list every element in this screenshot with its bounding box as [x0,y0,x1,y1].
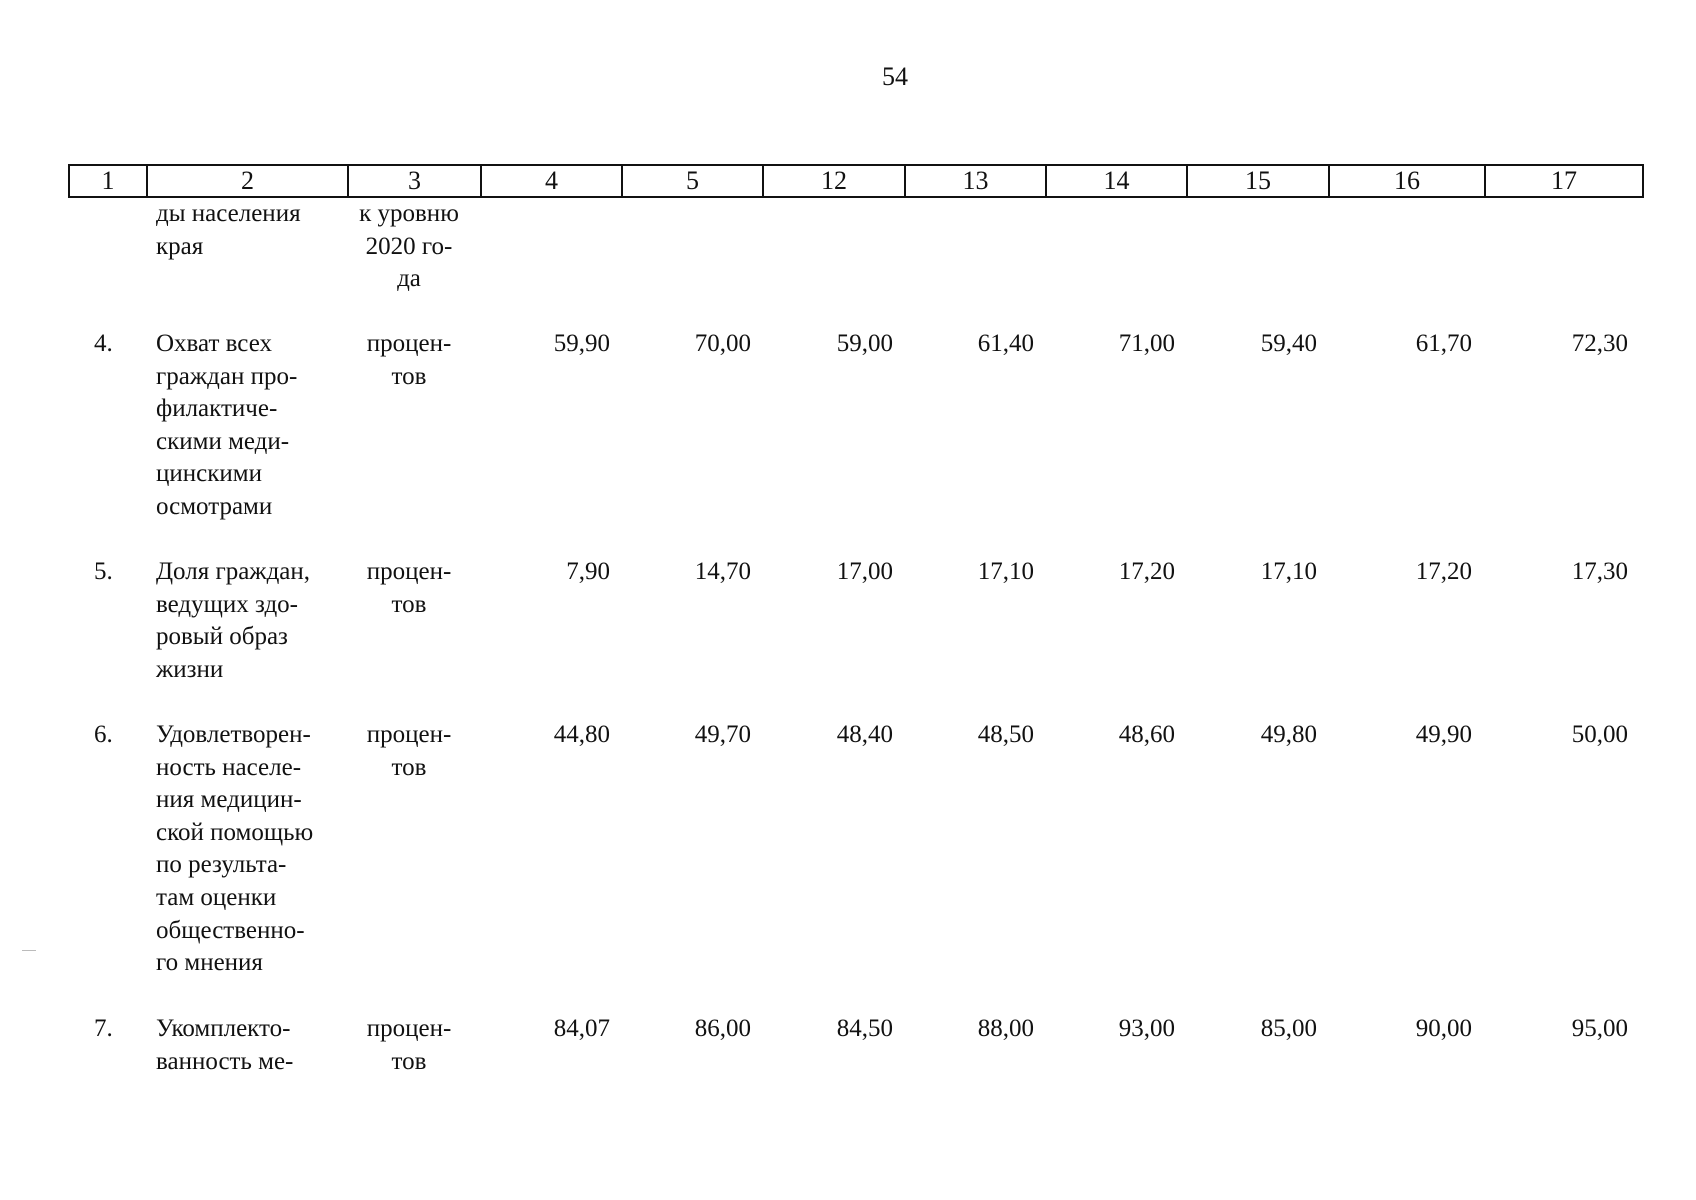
header-col-1: 1 [69,165,147,197]
header-col-13: 13 [905,165,1046,197]
row-number: 7. [94,1015,113,1042]
continuation-name: ды населения края [156,200,301,260]
unit: процен- тов [366,1015,452,1075]
unit: процен- тов [366,330,452,390]
unit: процен- тов [366,558,452,618]
unit: процен- тов [366,721,452,781]
indicator-name: Охват всех граждан про- филактиче- скими меди- цинскими осмотрами [156,330,298,520]
value-col-4: 7,90 [566,558,610,585]
indicator-name: Доля граждан, ведущих здо- ровый образ жизни [156,558,311,683]
scan-mark [22,950,36,951]
value-col-14: 71,00 [1118,330,1175,357]
value-col-12: 48,40 [836,721,893,748]
indicator-name: Укомплекто- ванность ме- [156,1015,294,1075]
value-col-5: 86,00 [694,1015,751,1042]
value-col-4: 84,07 [553,1015,610,1042]
value-col-14: 17,20 [1118,558,1175,585]
header-col-3: 3 [348,165,481,197]
column-number-header [68,164,1644,198]
value-col-13: 17,10 [977,558,1034,585]
header-col-2: 2 [147,165,348,197]
value-col-13: 48,50 [977,721,1034,748]
value-col-5: 70,00 [694,330,751,357]
indicator-name: Удовлетворен- ность населе- ния медицин- ской помощью по результа- там оценки общественно- го мнения [156,721,314,977]
header-col-12: 12 [763,165,905,197]
value-col-4: 44,80 [553,721,610,748]
value-col-16: 90,00 [1415,1015,1472,1042]
row-number: 4. [94,330,113,357]
value-col-16: 17,20 [1415,558,1472,585]
page-number: 54 [882,62,908,91]
header-col-4: 4 [481,165,622,197]
value-col-13: 61,40 [977,330,1034,357]
value-col-15: 85,00 [1260,1015,1317,1042]
value-col-16: 61,70 [1415,330,1472,357]
header-col-17: 17 [1485,165,1643,197]
value-col-17: 17,30 [1571,558,1628,585]
value-col-15: 59,40 [1260,330,1317,357]
value-col-5: 49,70 [694,721,751,748]
value-col-15: 49,80 [1260,721,1317,748]
value-col-14: 93,00 [1118,1015,1175,1042]
header-col-5: 5 [622,165,763,197]
row-number: 6. [94,721,113,748]
value-col-4: 59,90 [553,330,610,357]
value-col-12: 84,50 [836,1015,893,1042]
header-col-15: 15 [1187,165,1329,197]
value-col-17: 72,30 [1571,330,1628,357]
header-col-16: 16 [1329,165,1485,197]
value-col-12: 17,00 [836,558,893,585]
value-col-16: 49,90 [1415,721,1472,748]
row-number: 5. [94,558,113,585]
value-col-5: 14,70 [694,558,751,585]
value-col-17: 50,00 [1571,721,1628,748]
continuation-unit: к уровню 2020 го- да [359,200,459,293]
value-col-12: 59,00 [836,330,893,357]
value-col-17: 95,00 [1571,1015,1628,1042]
value-col-13: 88,00 [977,1015,1034,1042]
value-col-15: 17,10 [1260,558,1317,585]
value-col-14: 48,60 [1118,721,1175,748]
header-col-14: 14 [1046,165,1187,197]
